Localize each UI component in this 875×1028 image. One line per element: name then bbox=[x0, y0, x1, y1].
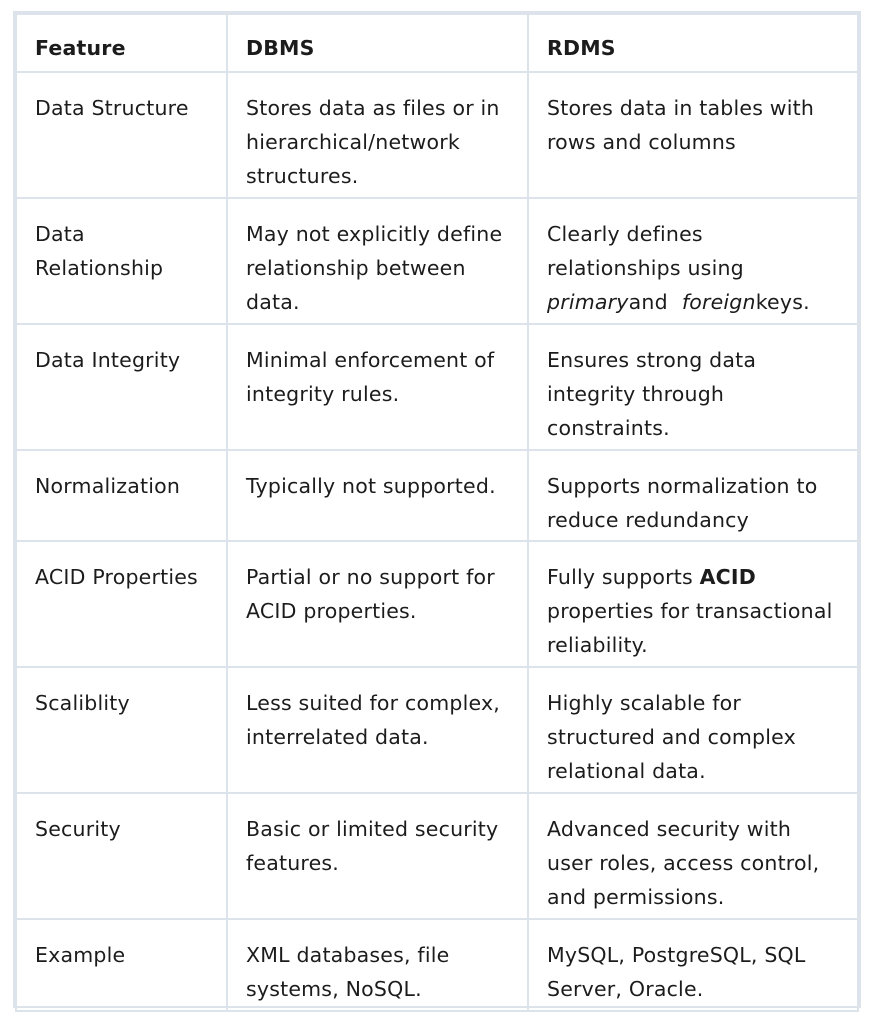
feature-cell: Security bbox=[16, 793, 227, 919]
header-rdms: RDMS bbox=[528, 14, 858, 72]
feature-cell: Normalization bbox=[16, 450, 227, 541]
dbms-cell: Minimal enforcement of integrity rules. bbox=[227, 324, 528, 450]
header-dbms: DBMS bbox=[227, 14, 528, 72]
table-header-row bbox=[16, 14, 858, 72]
rdms-text: properties for transactional reliability. bbox=[547, 599, 833, 657]
feature-cell: Scaliblity bbox=[16, 667, 227, 793]
rdms-text: and bbox=[628, 290, 668, 314]
rdms-cell: Stores data in tables with rows and columns bbox=[528, 72, 858, 198]
rdms-cell bbox=[528, 541, 858, 667]
dbms-cell: Typically not supported. bbox=[227, 450, 528, 541]
dbms-cell: Partial or no support for ACID properties. bbox=[227, 541, 528, 667]
rdms-cell: Highly scalable for structured and complex relational data. bbox=[528, 667, 858, 793]
comparison-table bbox=[13, 11, 861, 1008]
table-row bbox=[16, 198, 858, 324]
rdms-emphasis-foreign: foreign bbox=[681, 290, 756, 314]
dbms-cell: May not explicitly define relationship between data. bbox=[227, 198, 528, 324]
dbms-cell: XML databases, file systems, NoSQL. bbox=[227, 919, 528, 1011]
dbms-vs-rdms-table bbox=[15, 13, 859, 1012]
rdms-text: keys. bbox=[755, 290, 810, 314]
dbms-cell: Basic or limited security features. bbox=[227, 793, 528, 919]
table-row bbox=[16, 667, 858, 793]
feature-cell: ACID Properties bbox=[16, 541, 227, 667]
feature-cell: Data Structure bbox=[16, 72, 227, 198]
feature-cell: Example bbox=[16, 919, 227, 1011]
rdms-cell bbox=[528, 198, 858, 324]
rdms-cell: Advanced security with user roles, access control, and permissions. bbox=[528, 793, 858, 919]
table-row bbox=[16, 793, 858, 919]
dbms-cell: Less suited for complex, interrelated data. bbox=[227, 667, 528, 793]
rdms-cell: Supports normalization to reduce redundancy bbox=[528, 450, 858, 541]
feature-cell: Data Integrity bbox=[16, 324, 227, 450]
table-row bbox=[16, 919, 858, 1011]
rdms-cell: Ensures strong data integrity through constraints. bbox=[528, 324, 858, 450]
table-row bbox=[16, 72, 858, 198]
rdms-text: Clearly defines relationships using bbox=[547, 222, 744, 280]
table-row bbox=[16, 324, 858, 450]
rdms-cell: MySQL, PostgreSQL, SQL Server, Oracle. bbox=[528, 919, 858, 1011]
rdms-bold-acid: ACID bbox=[699, 565, 756, 589]
feature-cell: Data Relationship bbox=[16, 198, 227, 324]
rdms-text: Fully supports bbox=[547, 565, 693, 589]
rdms-emphasis-primary: primary bbox=[547, 290, 629, 314]
header-feature: Feature bbox=[16, 14, 227, 72]
dbms-cell: Stores data as files or in hierarchical/network structures. bbox=[227, 72, 528, 198]
table-row bbox=[16, 541, 858, 667]
table-row bbox=[16, 450, 858, 541]
